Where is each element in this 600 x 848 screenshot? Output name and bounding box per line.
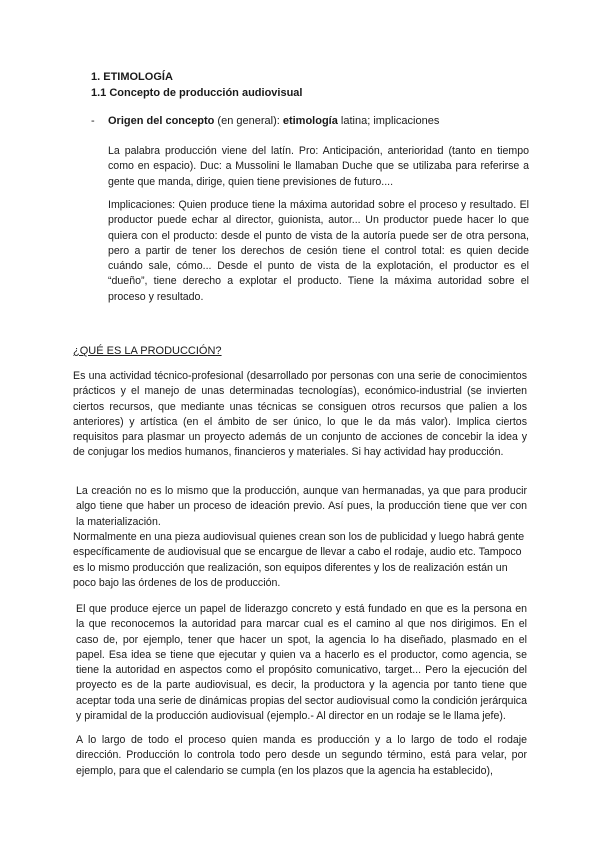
heading-concepto-produccion: 1.1 Concepto de producción audiovisual <box>91 87 303 99</box>
bullet-text-general: (en general): <box>214 115 283 127</box>
section-title-que-es-produccion: ¿QUÉ ES LA PRODUCCIÓN? <box>73 345 222 357</box>
paragraph-proceso-manda: A lo largo de todo el proceso quien manda es producción y a lo largo de todo el rodaje dirección. Producción lo controla todo pero desde un segundo término, está para velar, por ejemplo, para que el calendario se cumpla (en los plazos que la agencia ha establecido), <box>76 734 527 777</box>
paragraph-pieza-audiovisual: Normalmente en una pieza audiovisual quienes crean son los de publicidad y luego habrá gente específicamente de audiovisual que se encargue de llevar a cabo el rodaje, audio etc. Tampoco es lo mismo producción que realización, son equipos diferentes y los de realización están un poco bajo las órdenes de los de producción. <box>73 531 525 589</box>
paragraph-creacion: La creación no es lo mismo que la producción, aunque van hermanadas, ya que para producir algo tiene que haber un proceso de ideación previo. Así pues, la producción tiene que ver con la materialización. <box>76 485 527 528</box>
bullet-bold-etimologia: etimología <box>282 115 338 127</box>
heading-etimologia: 1. ETIMOLOGÍA <box>91 71 173 83</box>
bullet-bold-origen: Origen del concepto <box>108 115 215 127</box>
bullet-dash: - <box>91 115 95 127</box>
bullet-origen-concepto <box>91 114 439 129</box>
paragraph-palabra-produccion: La palabra producción viene del latín. Pro: Anticipación, anterioridad (tanto en tiempo como en espacio). Duc: a Mussolini le llamaban Duche que se utilizaba para referirse a gente que manda, dirige, quien tiene previsiones de futuro.... <box>108 145 529 188</box>
paragraph-liderazgo: El que produce ejerce un papel de liderazgo concreto y está fundado en que es la persona en la que reconocemos la autoridad para marcar cual es el camino al que nos dirigimos. En el caso de, por ejemplo, tener que hacer un spot, la agencia lo ha diseñado, plasmado en el papel. Esa idea se tiene que ejecutar y quien va a hacerlo es el productor, como agencia, se tiene la autoridad en aspectos como el propósito comunicativo, target... Pero la ejecución del proyecto es de la parte audiovisual, es decir, la productora y la agencia por tanto tiene que aceptar toda una serie de dinámicas propias del sector audiovisual como la condición jerárquica y piramidal de la producción audiovisual (ejemplo.- Al director en un rodaje se le llama jefe). <box>76 603 527 723</box>
paragraph-actividad: Es una actividad técnico-profesional (desarrollado por personas con una serie de conocimientos prácticos y el manejo de unas determinadas tecnologías), económico-industrial (se invierten ciertos recursos, que mediante unas técnicas se consiguen otros recursos que palien a los anteriores) y artística (en el ámbito de ser único, lo que le da más valor). Implica ciertos requisitos para plasmar un proyecto además de un conjunto de acciones de concebir la idea y de conjugar los medios humanos, financieros y materiales. Si hay actividad hay producción. <box>73 370 527 459</box>
paragraph-implicaciones: Implicaciones: Quien produce tiene la máxima autoridad sobre el proceso y resultado. El productor puede echar al director, guionista, autor... Un productor puede hacer lo que quiera con el producto: desde el punto de vista de la autoría puede ser de otra persona, pero a partir de tener los derechos de cesión tiene el control total: es quien decide cuándo sale, cómo... Desde el punto de vista de la explotación, el productor es el “dueño”, tiene derecho a explotar el producto. Tiene la máxima autoridad sobre el proceso y resultado. <box>108 199 529 303</box>
bullet-text-latina: latina; implicaciones <box>337 115 440 127</box>
